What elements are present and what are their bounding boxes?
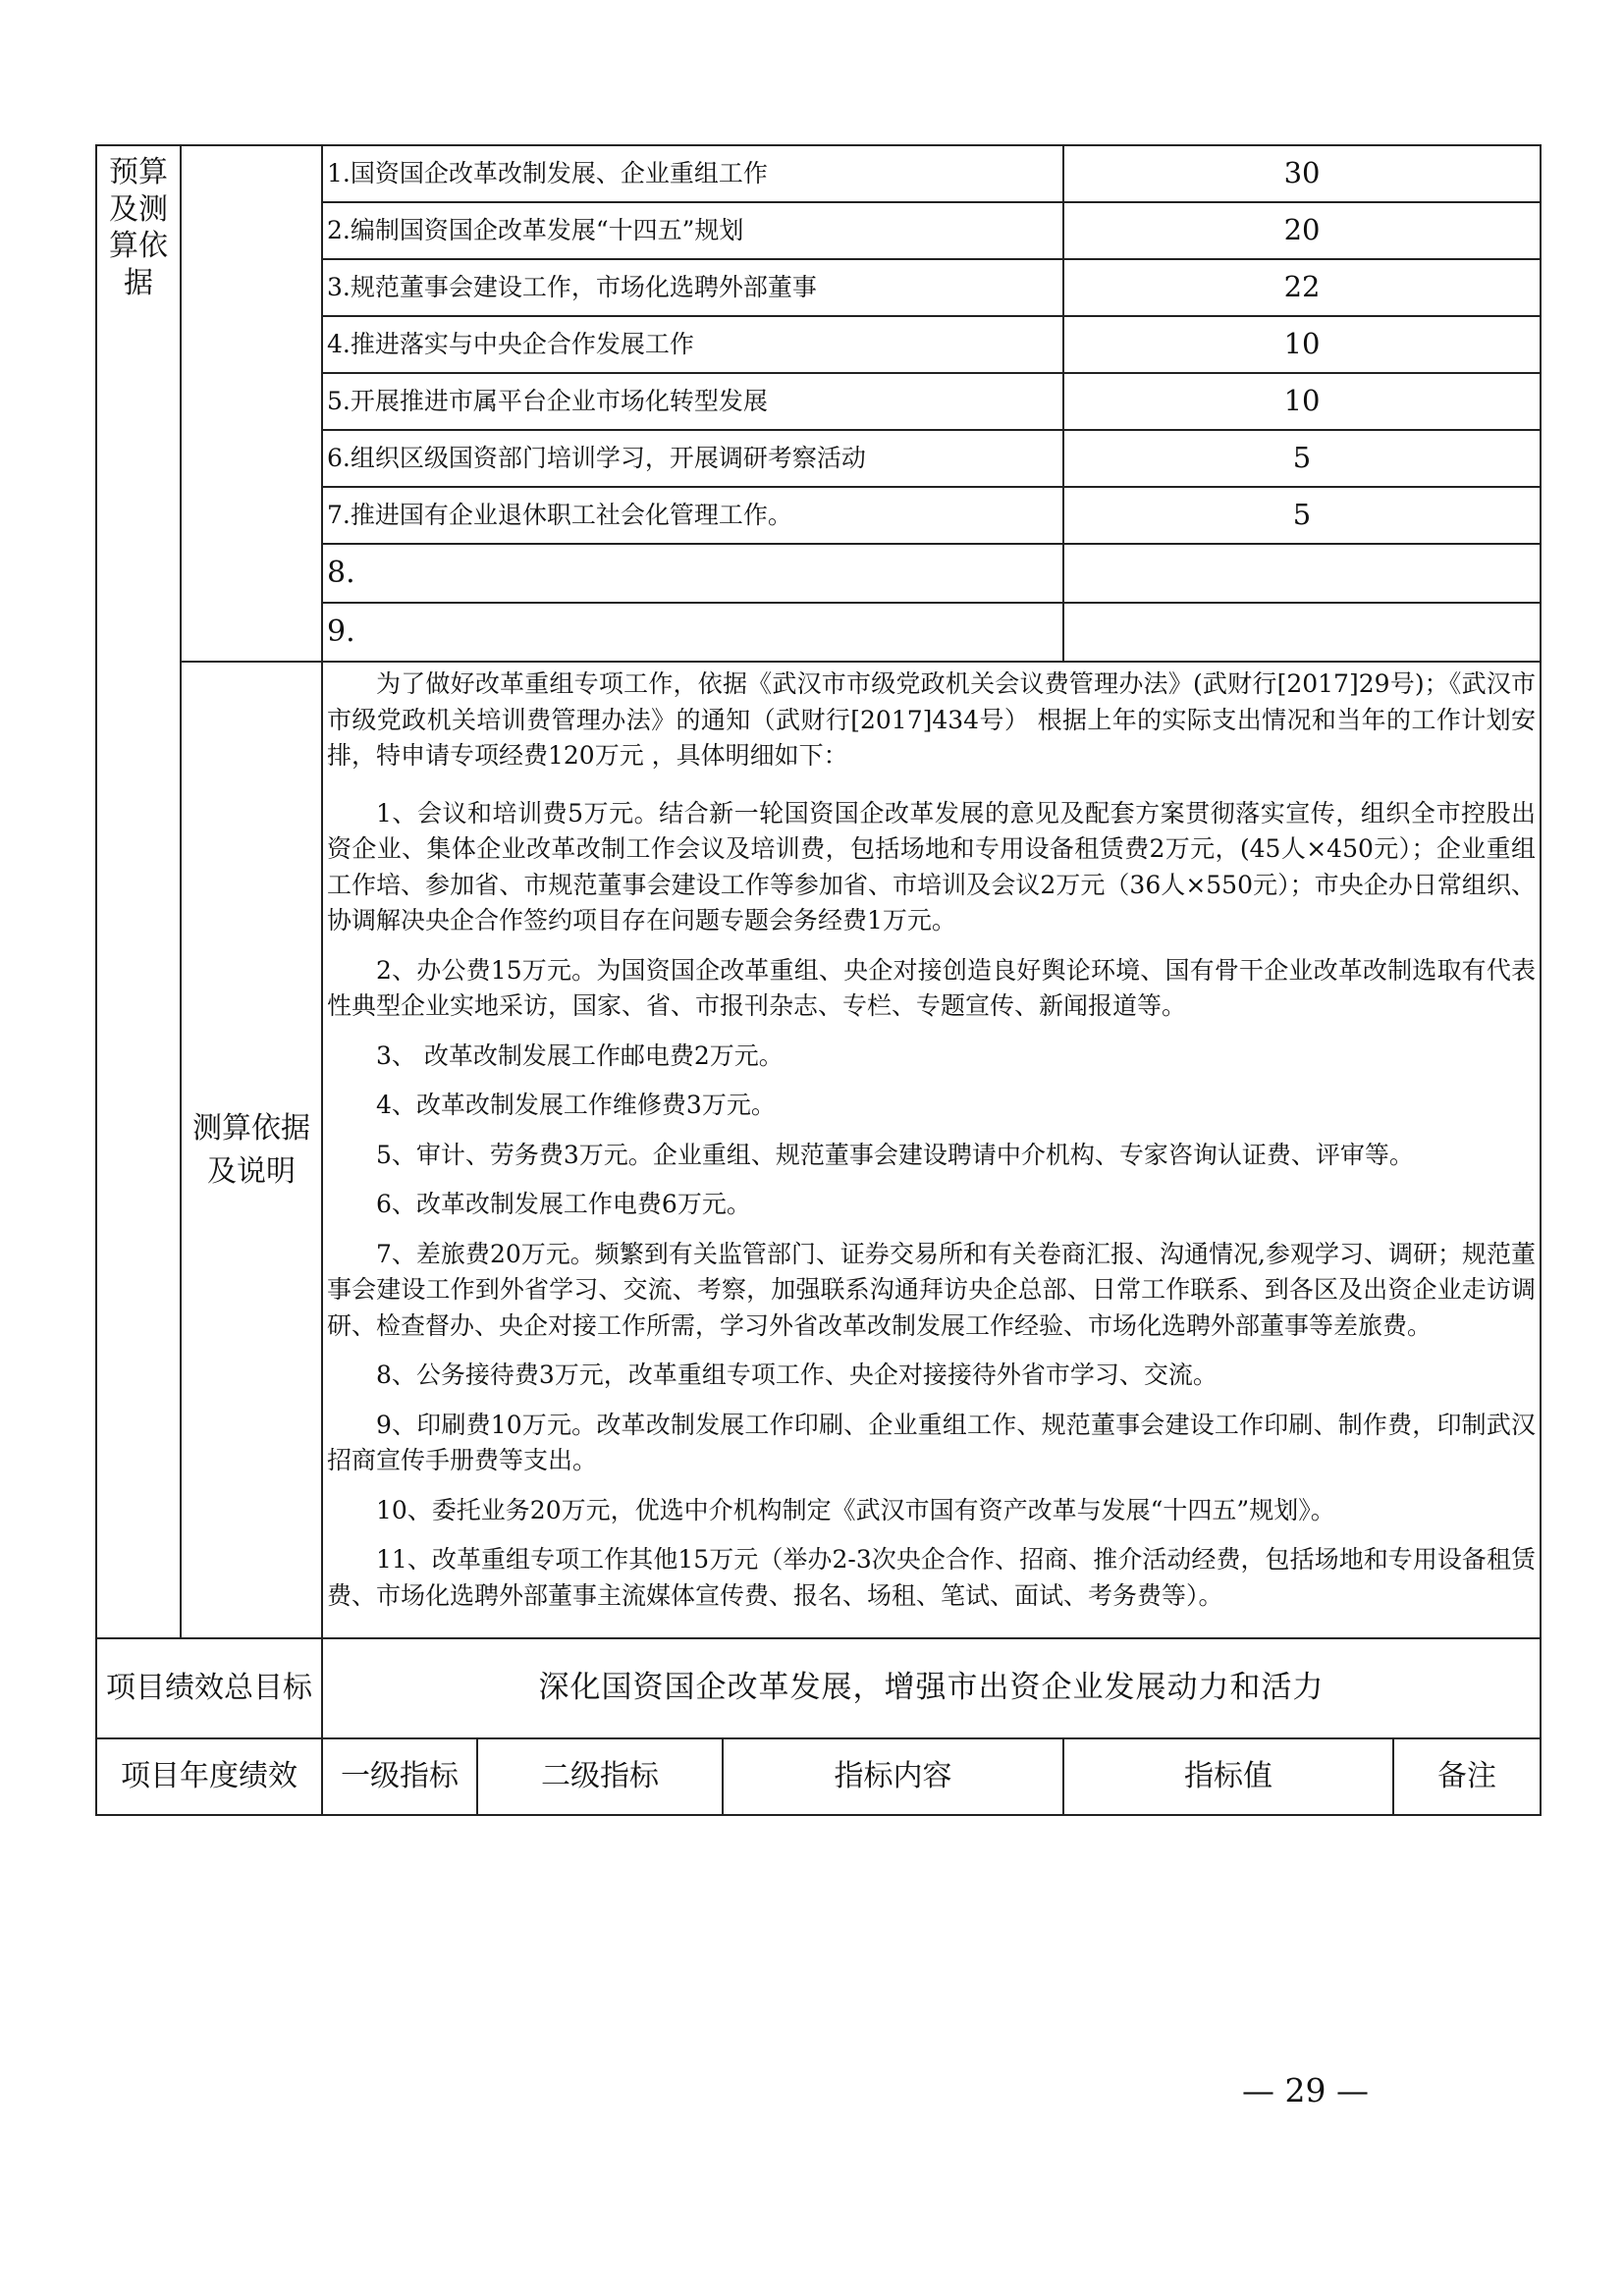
item-amount: 22 xyxy=(1063,259,1541,316)
header-content: 指标内容 xyxy=(723,1738,1063,1815)
blank-cell xyxy=(181,145,322,662)
item-amount: 5 xyxy=(1063,487,1541,544)
explain-paragraph: 6、改革改制发展工作电费6万元。 xyxy=(376,1190,751,1218)
item-amount: 10 xyxy=(1063,316,1541,373)
item-amount: 20 xyxy=(1063,202,1541,259)
budget-table xyxy=(95,144,1542,1816)
goal-text: 深化国资国企改革发展，增强市出资企业发展动力和活力 xyxy=(322,1638,1541,1738)
explain-paragraph: 8、公务接待费3万元，改革重组专项工作、央企对接接待外省市学习、交流。 xyxy=(376,1361,1218,1389)
explain-paragraph: 2、办公费15万元。为国资国企改革重组、央企对接创造良好舆论环境、国有骨干企业改革改制选取有代表性典型企业实地采访，国家、省、市报刊杂志、专栏、专题宣传、新闻报道等。 xyxy=(327,955,1537,1020)
explain-text xyxy=(322,662,1541,1638)
item-amount: 30 xyxy=(1063,145,1541,202)
explain-paragraph: 11、改革重组专项工作其他15万元（举办2-3次央企合作、招商、推介活动经费，包括场地和专用设备租赁费、市场化选聘外部董事主流媒体宣传费、报名、场租、笔试、面试、考务费等）。 xyxy=(327,1545,1537,1610)
item-text: 5.开展推进市属平台企业市场化转型发展 xyxy=(322,373,1063,430)
item-text: 4.推进落实与中央企合作发展工作 xyxy=(322,316,1063,373)
header-value: 指标值 xyxy=(1063,1738,1393,1815)
item-amount xyxy=(1063,544,1541,603)
header-remark: 备注 xyxy=(1393,1738,1541,1815)
item-text: 6.组织区级国资部门培训学习，开展调研考察活动 xyxy=(322,430,1063,487)
item-text: 1.国资国企改革改制发展、企业重组工作 xyxy=(322,145,1063,202)
item-amount: 5 xyxy=(1063,430,1541,487)
page-number: — 29 — xyxy=(1242,2071,1369,2109)
explain-paragraph: 9、印刷费10万元。改革改制发展工作印刷、企业重组工作、规范董事会建设工作印刷、制作费，印制武汉招商宣传手册费等支出。 xyxy=(327,1410,1537,1474)
explain-paragraph: 3、 改革改制发展工作邮电费2万元。 xyxy=(376,1041,784,1070)
explain-paragraph: 为了做好改革重组专项工作，依据《武汉市市级党政机关会议费管理办法》(武财行[2017]29号)；《武汉市市级党政机关培训费管理办法》的通知（武财行[2017]434号） 根据上年的实际支出情况和当年的工作计划安排，特申请专项经费120万元 ，具体明细如下： xyxy=(327,669,1537,770)
goal-label: 项目绩效总目标 xyxy=(96,1638,322,1738)
item-amount: 10 xyxy=(1063,373,1541,430)
item-text: 7.推进国有企业退休职工社会化管理工作。 xyxy=(322,487,1063,544)
item-text: 9. xyxy=(322,603,1063,662)
item-text: 2.编制国资国企改革发展“十四五”规划 xyxy=(322,202,1063,259)
header-level1: 一级指标 xyxy=(322,1738,477,1815)
explain-paragraph: 1、会议和培训费5万元。结合新一轮国资国企改革发展的意见及配套方案贯彻落实宣传，组织全市控股出资企业、集体企业改革改制工作会议及培训费，包括场地和专用设备租赁费2万元，(45人×450元）；企业重组工作培、参加省、市规范董事会建设工作等参加省、市培训及会议2万元（36人×550元）；市央企办日常组织、协调解决央企合作签约项目存在问题专题会务经费1万元。 xyxy=(327,798,1537,934)
item-amount xyxy=(1063,603,1541,662)
explain-label: 测算依据及说明 xyxy=(181,662,322,1638)
explain-paragraph: 7、差旅费20万元。频繁到有关监管部门、证券交易所和有关卷商汇报、沟通情况,参观学习、调研；规范董事会建设工作到外省学习、交流、考察，加强联系沟通拜访央企总部、日常工作联系、到各区及出资企业走访调研、检查督办、央企对接工作所需，学习外省改革改制发展工作经验、市场化选聘外部董事等差旅费。 xyxy=(327,1239,1537,1340)
header-level2: 二级指标 xyxy=(477,1738,723,1815)
annual-label: 项目年度绩效 xyxy=(96,1738,322,1815)
explain-paragraph: 4、改革改制发展工作维修费3万元。 xyxy=(376,1091,776,1119)
explain-paragraph: 5、审计、劳务费3万元。企业重组、规范董事会建设聘请中介机构、专家咨询认证费、评审等。 xyxy=(376,1140,1414,1169)
explain-paragraph: 10、委托业务20万元，优选中介机构制定《武汉市国有资产改革与发展“十四五”规划》。 xyxy=(376,1495,1335,1524)
budget-section-label: 预算及测算依据 xyxy=(96,145,181,1638)
item-text: 8. xyxy=(322,544,1063,603)
item-text: 3.规范董事会建设工作，市场化选聘外部董事 xyxy=(322,259,1063,316)
